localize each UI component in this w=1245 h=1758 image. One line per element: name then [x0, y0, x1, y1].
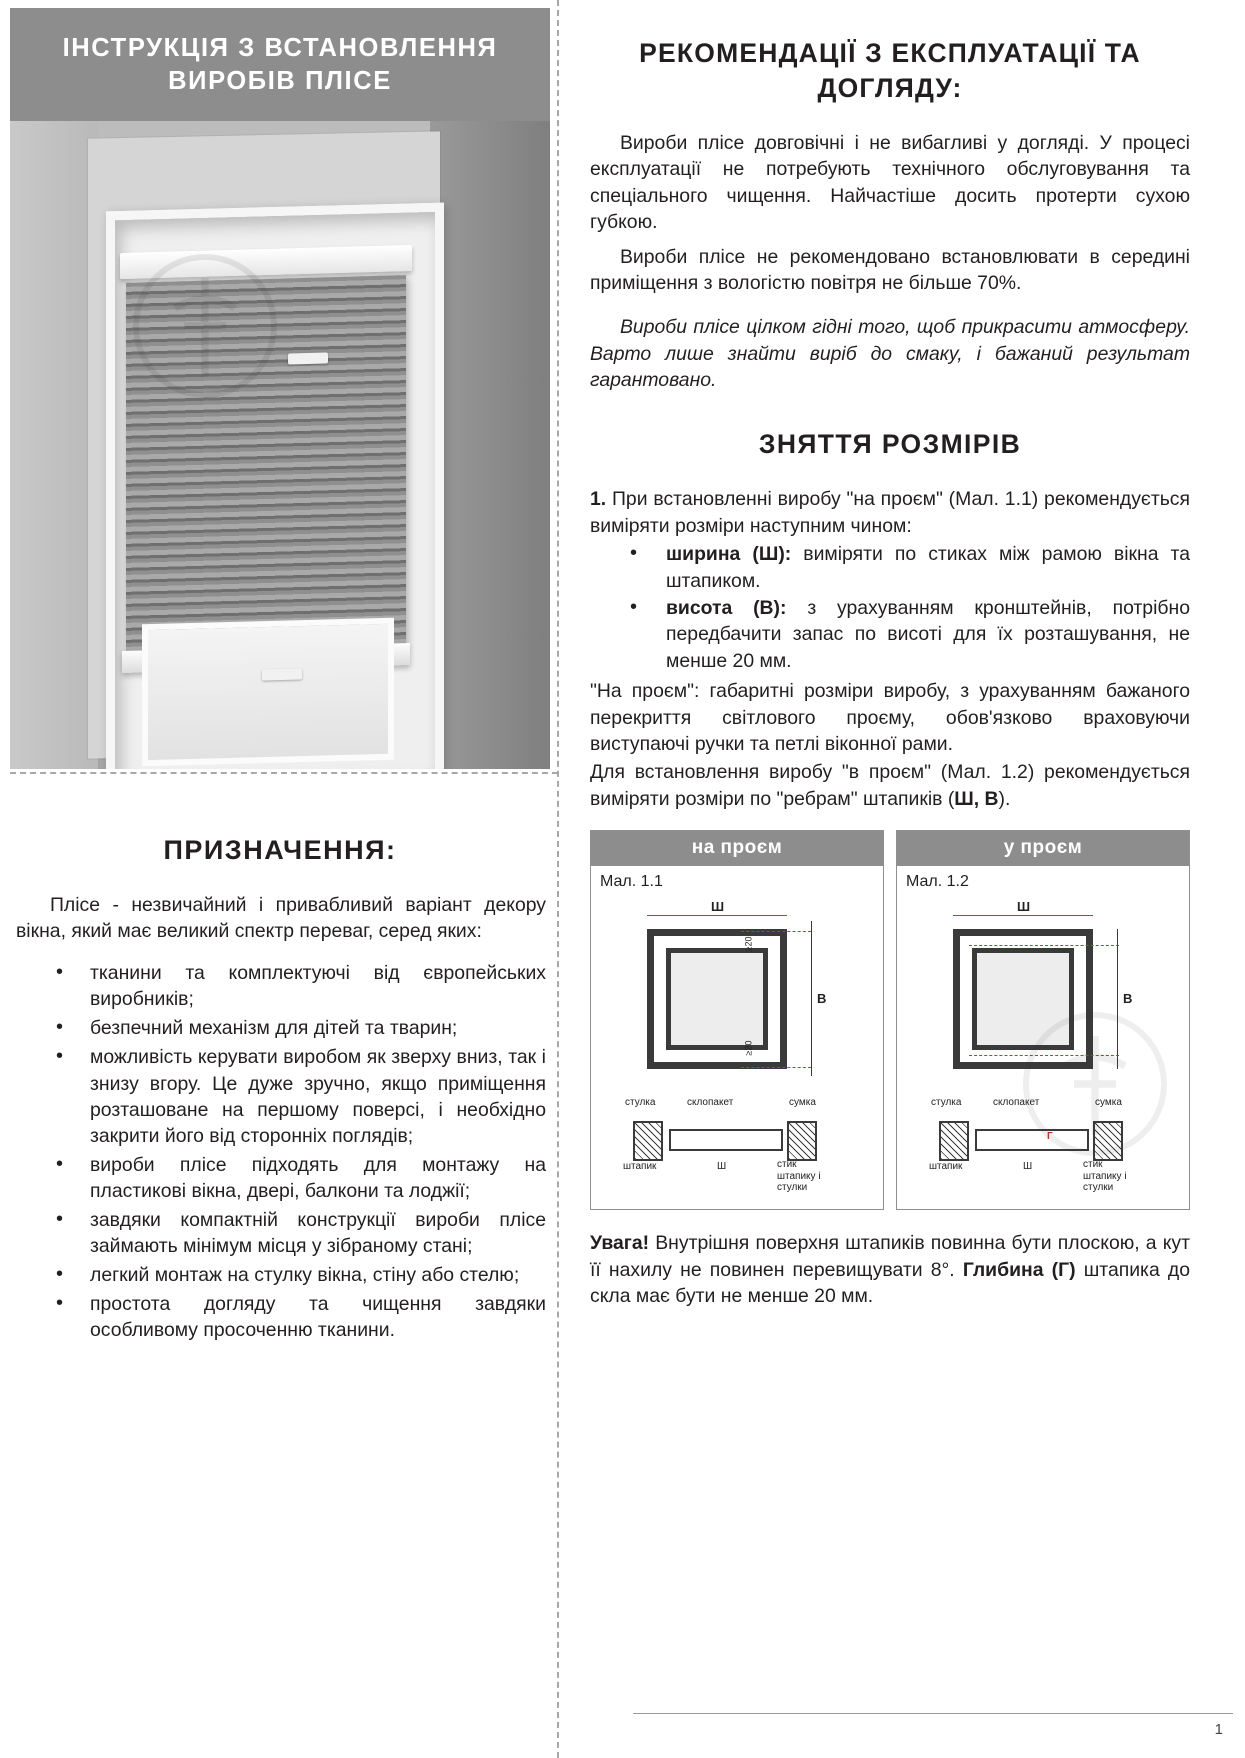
diagram-1-red-line-bottom	[741, 1067, 811, 1068]
care-paragraph-italic: Вироби пліcе цілком гідні того, щоб прикрасити атмосферу. Варто лише знайти виріб до смаку, і бажаний результат гарантовано.	[590, 316, 1190, 392]
list-item	[590, 595, 1190, 674]
diagram-2-width-dimline	[953, 915, 1093, 916]
diagram-1-width-dimline	[647, 915, 787, 916]
diagram-1-label-left-part: стулка	[625, 1097, 656, 1109]
diagram-group	[590, 830, 1190, 1210]
photo-glass-area	[142, 618, 394, 767]
measure-p3-post: ).	[998, 787, 1011, 810]
photo-wall-left	[10, 121, 98, 769]
measurement-step-text: При встановленні виробу "на проєм" (Мал. 1.1) рекомендується виміряти розміри наступним чином:	[590, 488, 1190, 537]
watermark-icon	[130, 251, 280, 401]
diagram-1-window-frame	[647, 929, 787, 1069]
vertical-divider	[557, 0, 559, 1758]
care-paragraph-2: Вироби пліcе не рекомендовано встановлювати в середині приміщення з вологістю повітря не більше 70%.	[590, 245, 1190, 294]
diagram-1-body	[591, 891, 883, 1194]
diagram-2-height-label: В	[1123, 991, 1133, 1007]
diagram-in-opening	[896, 830, 1190, 1210]
measure-p3-pre: Для встановлення виробу "в проєм" (Мал. 1.2) рекомендується виміряти розміри по "ребрам" штапиків (	[590, 761, 1190, 810]
measure-term-width: ширина (Ш):	[666, 543, 792, 566]
diagram-2-height-dimline	[1117, 929, 1118, 1069]
warning-bold-term: Глибина (Г)	[962, 1258, 1076, 1281]
diagram-on-opening	[590, 830, 884, 1210]
diagram-2-header: у проєм	[897, 831, 1189, 866]
diagram-1-profile-left	[633, 1121, 663, 1161]
warning-block	[590, 1230, 1190, 1309]
diagram-2-label-right-part: сумка	[1095, 1097, 1122, 1109]
list-item: • простота догляду та чищення завдяки особливому просоченню тканини.	[16, 1291, 546, 1343]
diagram-1-header: на проєм	[591, 831, 883, 866]
diagram-2-window-sash	[972, 948, 1074, 1050]
list-item: • тканини та комплектуючі від європейських виробників;	[16, 960, 546, 1012]
diagram-1-profile-section	[609, 1097, 839, 1194]
diagram-2-body	[897, 891, 1189, 1194]
measurement-title: ЗНЯТТЯ РОЗМІРІВ	[758, 429, 1022, 460]
diagram-2-label-bottom-left: штапик	[929, 1161, 963, 1173]
diagram-2-profile-left	[939, 1121, 969, 1161]
diagram-2-width-label: Ш	[1017, 899, 1031, 915]
measurement-list	[590, 541, 1190, 674]
diagram-1-profile-glass	[669, 1129, 783, 1151]
diagram-1-label-bottom-right: стик штапику і стулки	[777, 1159, 821, 1194]
photo-wall-right	[430, 121, 550, 769]
measure-text-width: виміряти по стиках між рамою вікна та штапиком.	[666, 543, 1191, 592]
photo-bottom-tab	[262, 668, 302, 680]
diagram-1-label-center-part: склопакет	[687, 1097, 734, 1109]
diagram-1-profile-right	[787, 1121, 817, 1161]
page-number: 1	[1214, 1721, 1223, 1738]
warning-text-1: Внутрішня поверхня штапиків повинна бути плоскою, а кут її нахилу не повинен перевищувати 8°.	[590, 1232, 1190, 1281]
diagram-1-height-dimline	[811, 921, 812, 1076]
measure-term-height: висота (В):	[666, 597, 787, 620]
list-item: • легкий монтаж на стулку вікна, стіну або стелю;	[16, 1262, 546, 1288]
measurement-paragraph-1	[590, 486, 1190, 539]
diagram-1-red-line-top	[741, 931, 811, 932]
diagram-1-window-sash	[666, 948, 768, 1050]
diagram-1-caption: Мал. 1.1	[600, 873, 663, 891]
diagram-2-profile-right	[1093, 1121, 1123, 1161]
diagram-2-window-frame	[953, 929, 1093, 1069]
list-item: • завдяки компактній конструкції вироби пліcе займають мінімум місця у зібраному стані;	[16, 1207, 546, 1259]
diagram-2-profile-section	[915, 1097, 1145, 1194]
diagram-2-red-line-top	[969, 945, 1119, 946]
diagram-1-label-right-part: сумка	[789, 1097, 816, 1109]
photo-headrail-tab	[288, 352, 328, 364]
care-paragraph-1: Вироби пліcе довговічні і не вибагливі у догляді. У процесі експлуатації не потребують технічного обслуговування та спеціального чищення. Найчастіше досить протерти сухою губкою.	[590, 131, 1190, 234]
measure-p3-bold: Ш, В	[954, 787, 999, 810]
product-photo	[10, 121, 550, 769]
horizontal-divider	[10, 772, 558, 774]
diagram-2-label-center-part: склопакет	[993, 1097, 1040, 1109]
instruction-title: ІНСТРУКЦІЯ З ВСТАНОВЛЕННЯ ВИРОБІВ ПЛІCЕ	[62, 33, 498, 95]
instruction-title-banner	[10, 8, 550, 121]
diagram-2-depth-mark: Г	[1047, 1131, 1053, 1143]
right-column	[590, 36, 1190, 1309]
diagram-2-caption: Мал. 1.2	[906, 873, 969, 891]
list-item: • вироби пліcе підходять для монтажу на пластикові вікна, двері, балкони та лоджії;	[16, 1152, 546, 1204]
diagram-1-height-label: В	[817, 991, 827, 1007]
care-title: РЕКОМЕНДАЦІЇ З ЕКСПЛУАТАЦІЇ ТА ДОГЛЯДУ:	[639, 38, 1141, 103]
warning-text-2: штапика до скла має бути не менше 20 мм.	[590, 1258, 1191, 1307]
measure-text-height: з урахуванням кронштейнів, потрібно передбачити запас по висоті для їх розташування, не менше 20 мм.	[666, 597, 1190, 672]
diagram-1-offset-bottom: ≥20	[743, 1040, 754, 1056]
purpose-intro: Пліcе - незвичайний і привабливий варіант декору вікна, який має великий спектр переваг, серед яких:	[16, 894, 546, 943]
warning-label: Увага!	[590, 1232, 650, 1255]
diagram-2-profile-glass	[975, 1129, 1089, 1151]
measurement-paragraph-2: "На проєм": габаритні розміри виробу, з урахуванням бажаного перекриття світлового проєму, обов'язково враховуючи виступаючі ручки та петлі віконної рами.	[590, 680, 1190, 755]
diagram-1-width-label: Ш	[711, 899, 725, 915]
diagram-2-label-bottom-center: Ш	[1023, 1161, 1033, 1173]
list-item: • можливість керувати виробом як зверху вниз, так і знизу вгору. Це дуже зручно, якщо приміщення розташоване на першому поверсі, і необхідно закрити його від сторонніх поглядів;	[16, 1044, 546, 1148]
diagram-1-label-bottom-center: Ш	[717, 1161, 727, 1173]
diagram-2-red-line-bottom	[969, 1055, 1119, 1056]
diagram-2-label-left-part: стулка	[931, 1097, 962, 1109]
list-item: • безпечний механізм для дітей та тварин;	[16, 1015, 546, 1041]
purpose-title: ПРИЗНАЧЕННЯ:	[163, 835, 397, 865]
diagram-2-label-bottom-right: стик штапику і стулки	[1083, 1159, 1127, 1194]
left-column	[10, 8, 550, 1750]
diagram-1-label-bottom-left: штапик	[623, 1161, 657, 1173]
diagram-1-offset-top: ≥20	[743, 936, 754, 952]
measurement-step-number: 1.	[590, 488, 607, 511]
measurement-paragraph-3	[590, 759, 1190, 812]
purpose-list	[10, 960, 550, 1343]
list-item	[590, 541, 1190, 594]
footer-divider	[633, 1713, 1233, 1714]
